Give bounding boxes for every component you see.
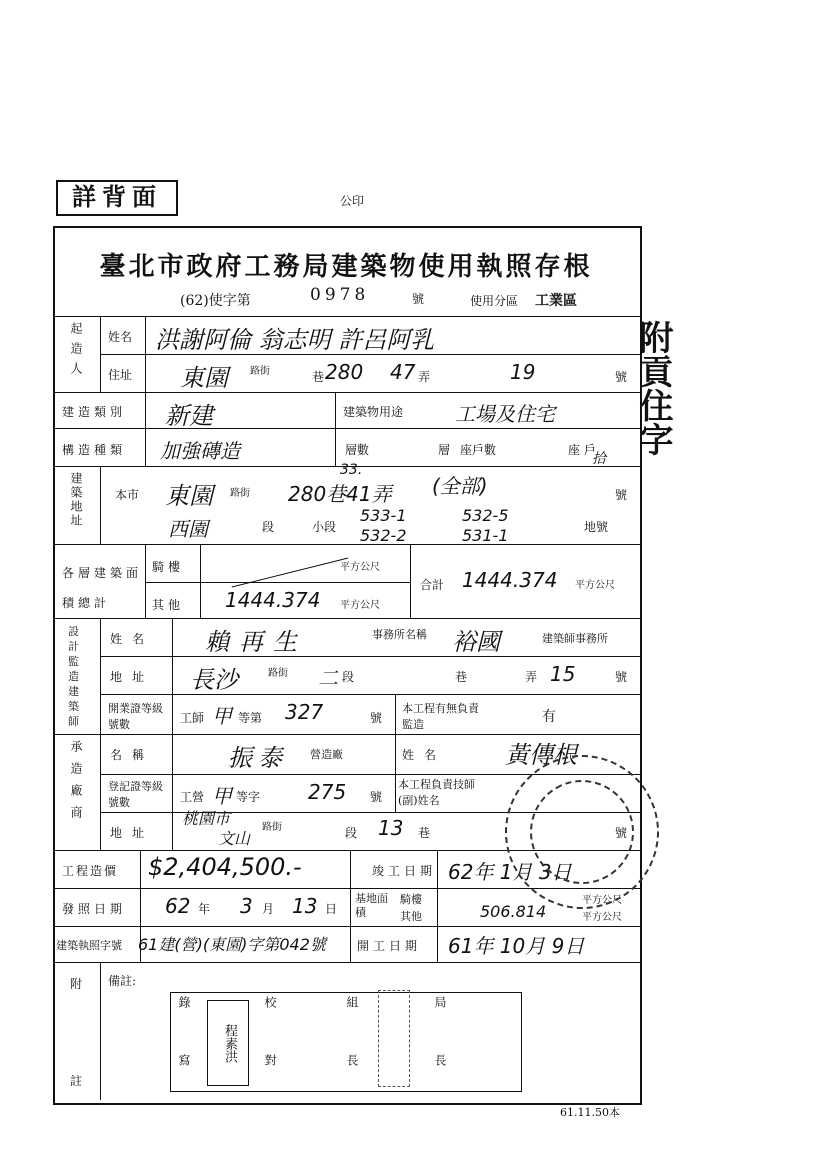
supervise-label: 本工程有無負責監造: [402, 702, 479, 731]
box-label-2: 校對: [263, 996, 277, 1112]
issue-day: 13: [292, 894, 318, 918]
site-district: 東園: [165, 482, 213, 510]
zone-label: 使用分區: [470, 294, 519, 308]
contractor-license-no: 275: [308, 780, 347, 804]
permit-value: 61建(營)(東園)字第042號: [138, 935, 326, 954]
units-unit: 座 戶: [568, 443, 596, 457]
applicant-address-label: 住址: [108, 368, 133, 382]
contractor-road-mark: 路街: [262, 822, 282, 833]
contractor-license-prefix: 工營: [180, 790, 205, 804]
designer-road: 長沙: [190, 666, 238, 694]
designer-name-label: 姓名: [110, 632, 155, 646]
contractor-license-mid: 等字: [236, 790, 261, 804]
completion-label: 竣工日期: [372, 864, 437, 878]
contractor-name-label: 名稱: [110, 748, 155, 762]
designer-no-mark: 號: [615, 670, 628, 684]
issue-month-unit: 月: [262, 902, 275, 916]
applicant-section: 起造人: [69, 322, 83, 382]
clerk-stamp: 程素洪: [207, 1000, 249, 1086]
land-section-mark: 段: [262, 520, 275, 534]
area-section: 各層建築面積總計: [62, 566, 143, 610]
applicant-name-label: 姓名: [108, 330, 133, 344]
site-other-value: 506.814: [480, 902, 547, 921]
site-lane-numbers: 33.: [340, 462, 363, 478]
start-label: 開工日期: [357, 939, 422, 953]
section-chief-stamp: [378, 990, 410, 1087]
designer-section-no: 二: [318, 666, 338, 690]
site-no-mark: 號: [615, 488, 628, 502]
contractor-city: 桃園市: [182, 809, 231, 828]
floors-unit: 層: [438, 443, 451, 457]
site-section: 建築地址: [69, 472, 83, 528]
applicant-alley: 47: [390, 360, 416, 384]
designer-road-mark: 路街: [268, 668, 288, 679]
site-lane: 280巷41弄: [288, 482, 392, 506]
issue-year-unit: 年: [198, 902, 211, 916]
contractor-road: 文山: [218, 829, 251, 848]
contractor-person: 黃傳根: [505, 741, 577, 769]
applicant-road-mark: 路街: [250, 366, 270, 377]
contractor-name: 振泰: [228, 744, 288, 772]
contractor-no: 13: [378, 816, 404, 840]
applicant-lane: 280: [325, 360, 364, 384]
permit-prefix: (62)使字第: [180, 293, 251, 309]
zone-value: 工業區: [535, 293, 577, 309]
contractor-address-label: 地址: [110, 826, 155, 840]
completion-value: 62年 1月 3日: [448, 860, 572, 884]
designer-license-no: 327: [285, 700, 324, 724]
applicant-alley-mark: 弄: [418, 370, 431, 384]
contractor-section: 承造廠商: [69, 740, 83, 828]
contractor-section-mark: 段: [345, 826, 358, 840]
detail-back-stamp: 詳背面: [56, 180, 178, 216]
applicant-no-mark: 號: [615, 370, 628, 384]
site-area-label: 基地面積: [355, 892, 388, 919]
contractor-person-label: 姓名: [402, 748, 447, 762]
land-district: 西園: [168, 517, 208, 541]
units-value: 拾: [592, 451, 606, 467]
site-arcade-unit: 平方公尺: [582, 895, 622, 906]
arcade-label: 騎樓: [152, 560, 185, 574]
issue-day-unit: 日: [325, 902, 338, 916]
office-value: 裕國: [452, 628, 500, 656]
floors-label: 層數: [345, 443, 370, 457]
designer-license-label: 開業證等級號數: [108, 702, 163, 731]
other-label: 其他: [152, 598, 185, 612]
structure-value: 加強磚造: [160, 439, 240, 463]
site-other-label: 其他: [400, 910, 422, 923]
designer-section: 設計監造建築師: [68, 625, 79, 728]
site-arcade-label: 騎樓: [400, 893, 422, 906]
issue-month: 3: [240, 894, 253, 918]
other-unit: 平方公尺: [340, 600, 380, 611]
land-subsection-mark: 小段: [312, 520, 337, 534]
office-label: 事務所名稱: [372, 628, 427, 641]
other-value: 1444.374: [225, 588, 321, 612]
contractor-suffix: 營造廠: [310, 748, 343, 761]
engineer-label: 本工程負責技師(副)姓名: [398, 778, 475, 807]
arcade-unit: 平方公尺: [340, 562, 380, 573]
box-label-3: 組長: [345, 996, 359, 1112]
form-title: 臺北市政府工務局建築物使用執照存根: [99, 252, 593, 282]
structure-label: 構造種類: [62, 443, 127, 457]
applicant-name: 洪謝阿倫 翁志明 許呂阿乳: [155, 326, 435, 354]
designer-no: 15: [550, 662, 576, 686]
notes-section-top: 附: [70, 977, 83, 991]
site-other-unit: 平方公尺: [582, 912, 622, 923]
issue-year: 62: [165, 894, 191, 918]
office-suffix: 建築師事務所: [542, 632, 608, 645]
contractor-lane-mark: 巷: [418, 826, 431, 840]
land-no-1: 533-1: [360, 506, 407, 525]
start-value: 61年 10月 9日: [448, 934, 585, 958]
designer-license-suffix: 號: [370, 711, 383, 725]
site-city: 本市: [115, 488, 140, 502]
box-label-1: 錄寫: [177, 996, 191, 1112]
permit-suffix: 號: [412, 292, 425, 306]
total-value: 1444.374: [462, 568, 558, 592]
designer-name: 賴再生: [205, 628, 307, 656]
category-label: 建造類別: [62, 405, 127, 419]
box-label-4: 局長: [433, 996, 447, 1112]
land-no-2: 532-5: [462, 506, 509, 525]
total-label: 合計: [420, 578, 445, 592]
permit-label: 建築執照字號: [56, 939, 122, 952]
land-no-mark: 地號: [584, 520, 609, 534]
applicant-district: 東園: [180, 364, 228, 392]
contractor-license-label: 登記證等級號數: [108, 780, 163, 809]
margin-notes: 附貢住字: [633, 320, 673, 456]
designer-license-prefix: 工師: [180, 711, 205, 725]
supervise-value: 有: [542, 709, 556, 725]
designer-address-label: 地址: [110, 670, 155, 684]
land-no-4: 531-1: [462, 526, 509, 545]
designer-license-grade: 甲: [212, 704, 232, 728]
use-label: 建築物用途: [343, 405, 404, 419]
cost-label: 工程造價: [62, 864, 119, 878]
remark-label: 備註:: [108, 974, 137, 988]
notes-section-bottom: 註: [70, 1074, 83, 1088]
designer-lane-mark: 巷: [455, 670, 468, 684]
site-road-mark: 路街: [230, 488, 250, 499]
site-note: (全部): [432, 474, 488, 498]
land-no-3: 532-2: [360, 526, 407, 545]
issue-label: 發照日期: [62, 902, 127, 916]
cost-value: $2,404,500.-: [148, 853, 302, 881]
small-seal: 公印: [340, 194, 365, 208]
use-value: 工場及住宅: [455, 402, 555, 426]
units-label: 座戶數: [460, 443, 497, 457]
permit-number: 0978: [310, 285, 370, 305]
designer-alley-mark: 弄: [525, 670, 538, 684]
contractor-no-mark: 號: [615, 826, 628, 840]
designer-section-mark: 段: [342, 670, 355, 684]
designer-license-mid: 等第: [238, 711, 263, 725]
total-unit: 平方公尺: [575, 580, 615, 591]
contractor-license-suffix: 號: [370, 790, 383, 804]
applicant-lane-mark: 巷: [312, 370, 325, 384]
category-value: 新建: [165, 402, 213, 430]
footer-code: 61.11.50本: [560, 1106, 620, 1119]
applicant-no: 19: [510, 360, 536, 384]
contractor-license-grade: 甲: [212, 784, 232, 808]
